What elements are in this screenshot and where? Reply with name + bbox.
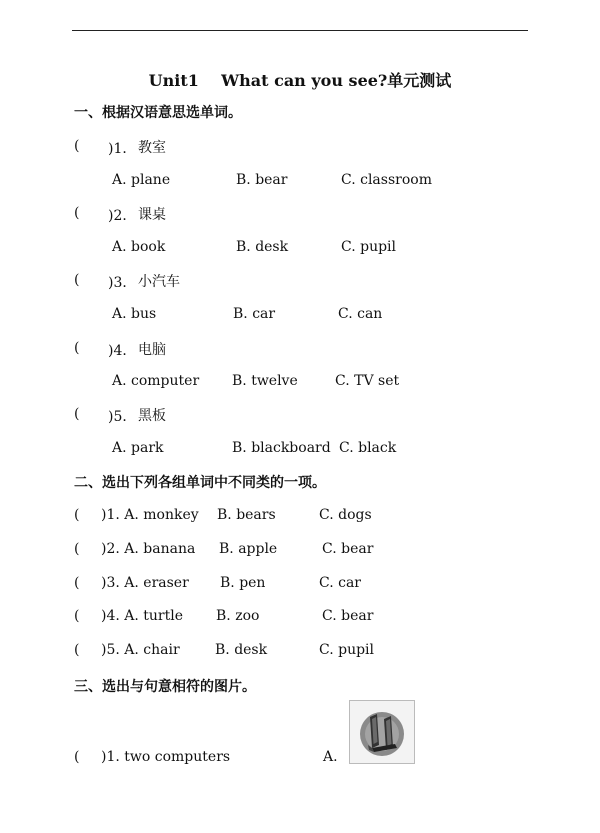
question-prompt: 课桌 (138, 207, 166, 223)
option-a[interactable]: )1. A. monkey (101, 507, 199, 523)
option-b[interactable]: B. bear (236, 172, 288, 188)
answer-blank[interactable]: ( (74, 575, 80, 591)
question-number: )5． (108, 409, 137, 425)
option-c[interactable]: C. car (319, 575, 361, 591)
option-a-label[interactable]: A. (323, 749, 338, 765)
answer-blank[interactable]: ( (74, 138, 80, 154)
answer-blank[interactable]: ( (74, 340, 80, 356)
question-prompt: 教室 (138, 140, 166, 156)
option-c[interactable]: C. black (339, 440, 397, 456)
option-b[interactable]: B. pen (220, 575, 266, 591)
answer-blank[interactable]: ( (74, 541, 80, 557)
option-c[interactable]: C. bear (322, 541, 374, 557)
option-a[interactable]: A. computer (112, 373, 200, 389)
question-text: )1. two computers (101, 749, 231, 765)
top-rule (72, 30, 528, 31)
option-b[interactable]: B. car (233, 306, 276, 322)
option-b[interactable]: B. twelve (232, 373, 298, 389)
option-c[interactable]: C. dogs (319, 507, 372, 523)
option-b[interactable]: B. apple (219, 541, 278, 557)
option-b[interactable]: B. desk (215, 642, 268, 658)
answer-blank[interactable]: ( (74, 205, 80, 221)
option-a[interactable]: )2. A. banana (101, 541, 196, 557)
option-a[interactable]: )4. A. turtle (101, 608, 184, 624)
option-c[interactable]: C. pupil (319, 642, 375, 658)
option-a[interactable]: A. plane (112, 172, 171, 188)
section3-heading: 三、选出与句意相符的图片。 (74, 679, 256, 695)
option-c[interactable]: C. pupil (341, 239, 397, 255)
option-b[interactable]: B. bears (217, 507, 276, 523)
option-a[interactable]: A. book (112, 239, 166, 255)
question-prompt: 小汽车 (138, 274, 180, 290)
option-a[interactable]: )5. A. chair (101, 642, 180, 658)
option-c[interactable]: C. bear (322, 608, 374, 624)
page-title: Unit1 What can you see?单元测试 (148, 71, 452, 90)
option-b[interactable]: B. desk (236, 239, 289, 255)
question-prompt: 电脑 (138, 342, 166, 358)
option-c[interactable]: C. can (338, 306, 383, 322)
option-c[interactable]: C. TV set (335, 373, 400, 389)
answer-blank[interactable]: ( (74, 642, 80, 658)
option-b[interactable]: B. blackboard (232, 440, 331, 456)
question-number: )4． (108, 343, 137, 359)
computers-illustration-icon (350, 701, 414, 763)
question-number: )3． (108, 275, 137, 291)
option-b[interactable]: B. zoo (216, 608, 260, 624)
section1-heading: 一、根据汉语意思选单词。 (74, 105, 242, 121)
answer-blank[interactable]: ( (74, 608, 80, 624)
option-a[interactable]: A. bus (112, 306, 157, 322)
answer-blank[interactable]: ( (74, 272, 80, 288)
answer-blank[interactable]: ( (74, 749, 80, 765)
option-c[interactable]: C. classroom (341, 172, 432, 188)
answer-blank[interactable]: ( (74, 406, 80, 422)
answer-blank[interactable]: ( (74, 507, 80, 523)
question-number: )1． (108, 141, 137, 157)
question-number: )2． (108, 208, 137, 224)
option-a[interactable]: A. park (112, 440, 164, 456)
option-a[interactable]: )3. A. eraser (101, 575, 189, 591)
question-prompt: 黑板 (138, 408, 166, 424)
section2-heading: 二、选出下列各组单词中不同类的一项。 (74, 475, 326, 491)
option-a-picture[interactable] (349, 700, 415, 764)
